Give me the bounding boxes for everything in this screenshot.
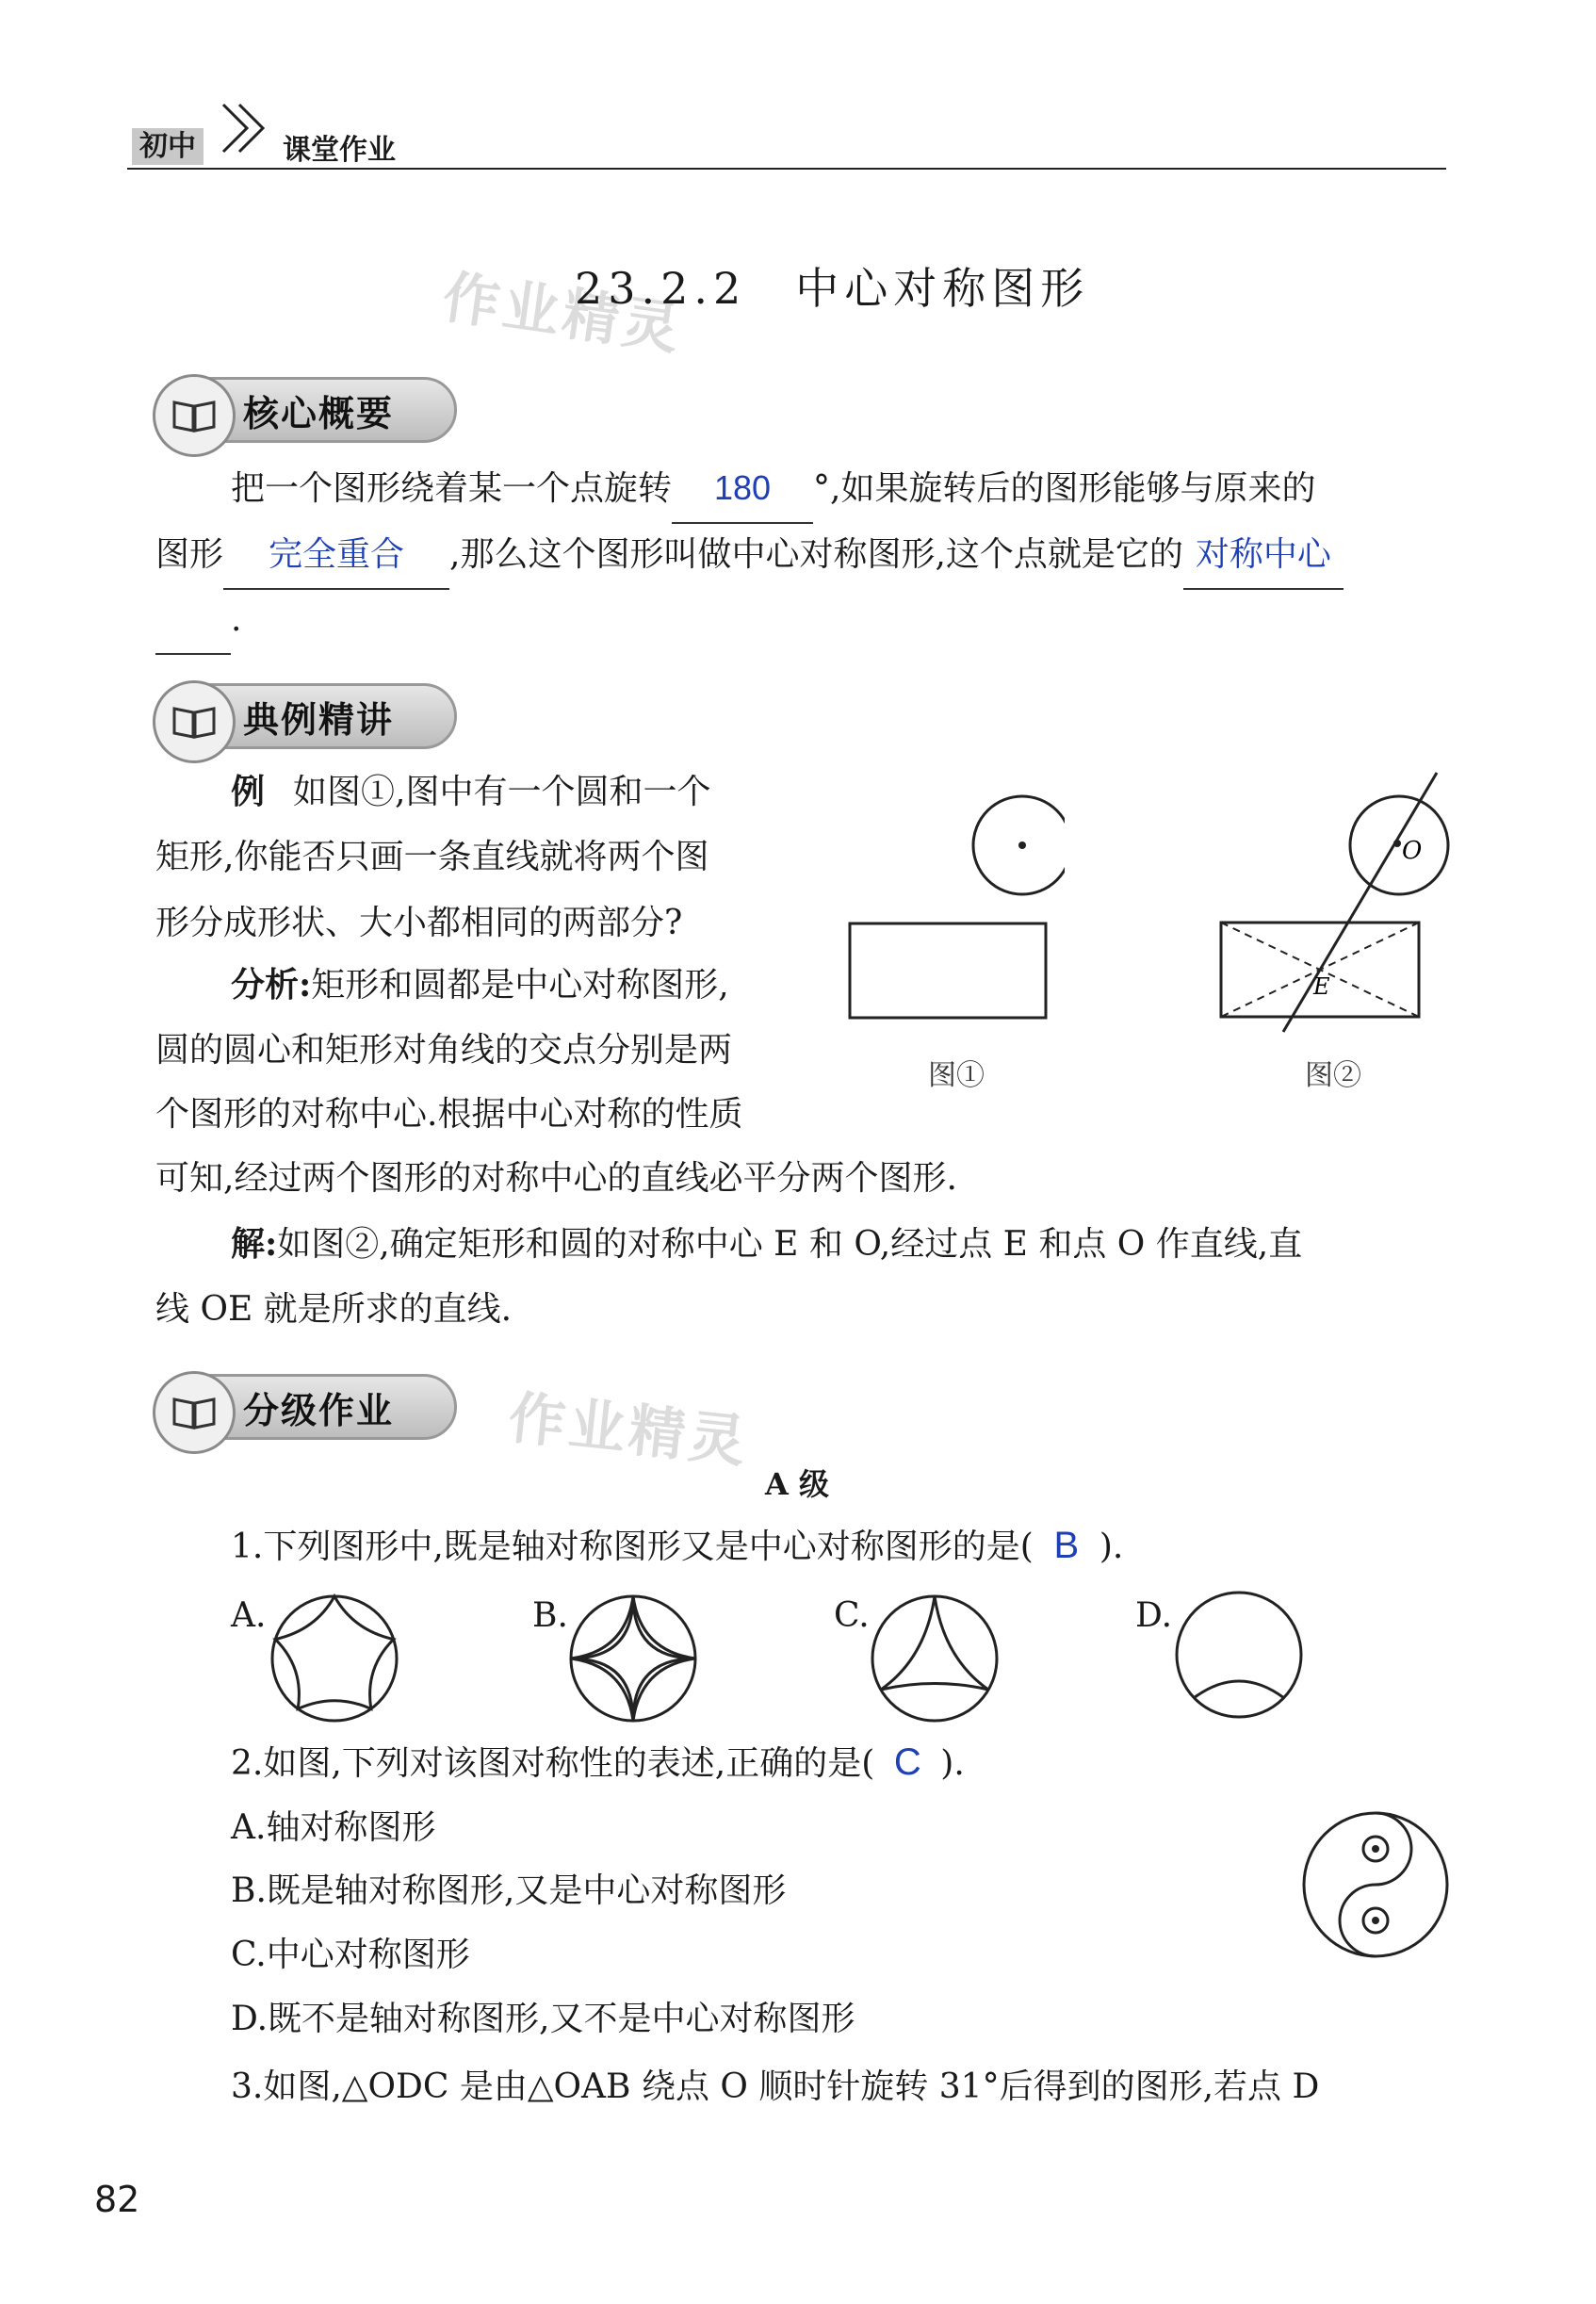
- figure-2-caption: 图②: [1305, 1059, 1361, 1092]
- q1-stem: 1.下列图形中,既是轴对称图形又是中心对称图形的是( B ).: [231, 1525, 1124, 1566]
- double-chevron-icon: [219, 100, 275, 156]
- example-q3: 形分成形状、大小都相同的两部分?: [155, 904, 683, 942]
- book-icon: [153, 680, 236, 763]
- fig2-label-O: O: [1402, 837, 1423, 865]
- q1-option-C-figure: [869, 1593, 1001, 1724]
- core-line-3: .: [155, 587, 241, 655]
- example-analysis-4: 可知,经过两个图形的对称中心的直线必平分两个图形.: [155, 1159, 957, 1198]
- watermark-2: 作业精灵: [505, 1384, 753, 1477]
- page-number: 82: [94, 2179, 140, 2220]
- fig1-rectangle: [850, 923, 1046, 1018]
- figure-2: [1215, 768, 1460, 1041]
- watermark: 作业精灵: [438, 264, 687, 364]
- section-homework-header: [155, 1374, 457, 1440]
- section-core-header: [155, 377, 457, 443]
- header-grade: 初中: [132, 123, 204, 164]
- section-example-title: 典例精讲: [243, 698, 395, 741]
- q1-option-C-label: C.: [834, 1596, 870, 1635]
- q2-option-B: B.既是轴对称图形,又是中心对称图形: [231, 1871, 787, 1910]
- q1-option-D-figure: [1173, 1589, 1305, 1721]
- example-solution-1: 解:如图②,确定矩形和圆的对称中心 E 和 O,经过点 E 和点 O 作直线,直: [231, 1224, 1303, 1264]
- section-example-header: [155, 683, 457, 749]
- q1-option-D-label: D.: [1135, 1596, 1173, 1635]
- example-solution-2: 线 OE 就是所求的直线.: [155, 1290, 513, 1329]
- fig1-center-dot: [1018, 842, 1026, 849]
- q2-figure: [1300, 1809, 1451, 1960]
- fig2-label-E: E: [1313, 973, 1330, 1000]
- core-line-2: 图形 完全重合 ,那么这个图形叫做中心对称图形,这个点就是它的 对称中心: [155, 521, 1344, 590]
- answer-full-overlap: 完全重合: [269, 534, 405, 573]
- header-series: 课堂作业: [283, 134, 396, 167]
- example-analysis-2: 圆的圆心和矩形对角线的交点分别是两: [155, 1031, 733, 1070]
- fig2-line-OE: [1283, 773, 1437, 1032]
- level-label: A 级: [765, 1466, 829, 1502]
- core-line-1: 把一个图形绕着某一个点旋转 180 °,如果旋转后的图形能够与原来的: [231, 455, 1315, 524]
- section-homework-title: 分级作业: [243, 1389, 395, 1431]
- q1-answer: B: [1053, 1525, 1080, 1566]
- header-rule: [127, 168, 1446, 170]
- answer-180: 180: [713, 468, 772, 507]
- q2-stem: 2.如图,下列对该图对称性的表述,正确的是( C ).: [231, 1741, 965, 1783]
- figure-1: [839, 792, 1065, 1037]
- q2-answer: C: [893, 1741, 921, 1783]
- q1-option-B-figure: [567, 1593, 699, 1724]
- q2-option-D: D.既不是轴对称图形,又不是中心对称图形: [231, 2000, 855, 2038]
- figure-1-caption: 图①: [928, 1059, 985, 1092]
- section-core-title: 核心概要: [243, 392, 395, 434]
- page-title: 23.2.2 中心对称图形: [575, 263, 1090, 314]
- answer-center: 对称中心: [1195, 534, 1331, 573]
- example-q1: 例 如图①,图中有一个圆和一个: [231, 772, 711, 811]
- example-analysis-3: 个图形的对称中心.根据中心对称的性质: [155, 1095, 743, 1134]
- q1-option-A-figure: [269, 1593, 400, 1724]
- q3-stem: 3.如图,△ODC 是由△OAB 绕点 O 顺时针旋转 31°后得到的图形,若点 D: [231, 2067, 1320, 2106]
- q2-option-C: C.中心对称图形: [231, 1936, 470, 1974]
- example-analysis-1: 分析:矩形和圆都是中心对称图形,: [231, 965, 729, 1005]
- q1-option-A-label: A.: [231, 1596, 267, 1635]
- q2-option-A: A.轴对称图形: [231, 1808, 436, 1847]
- book-icon: [153, 1371, 236, 1454]
- example-q2: 矩形,你能否只画一条直线就将两个图: [155, 838, 709, 876]
- book-icon: [153, 374, 236, 457]
- q1-option-B-label: B.: [532, 1596, 568, 1635]
